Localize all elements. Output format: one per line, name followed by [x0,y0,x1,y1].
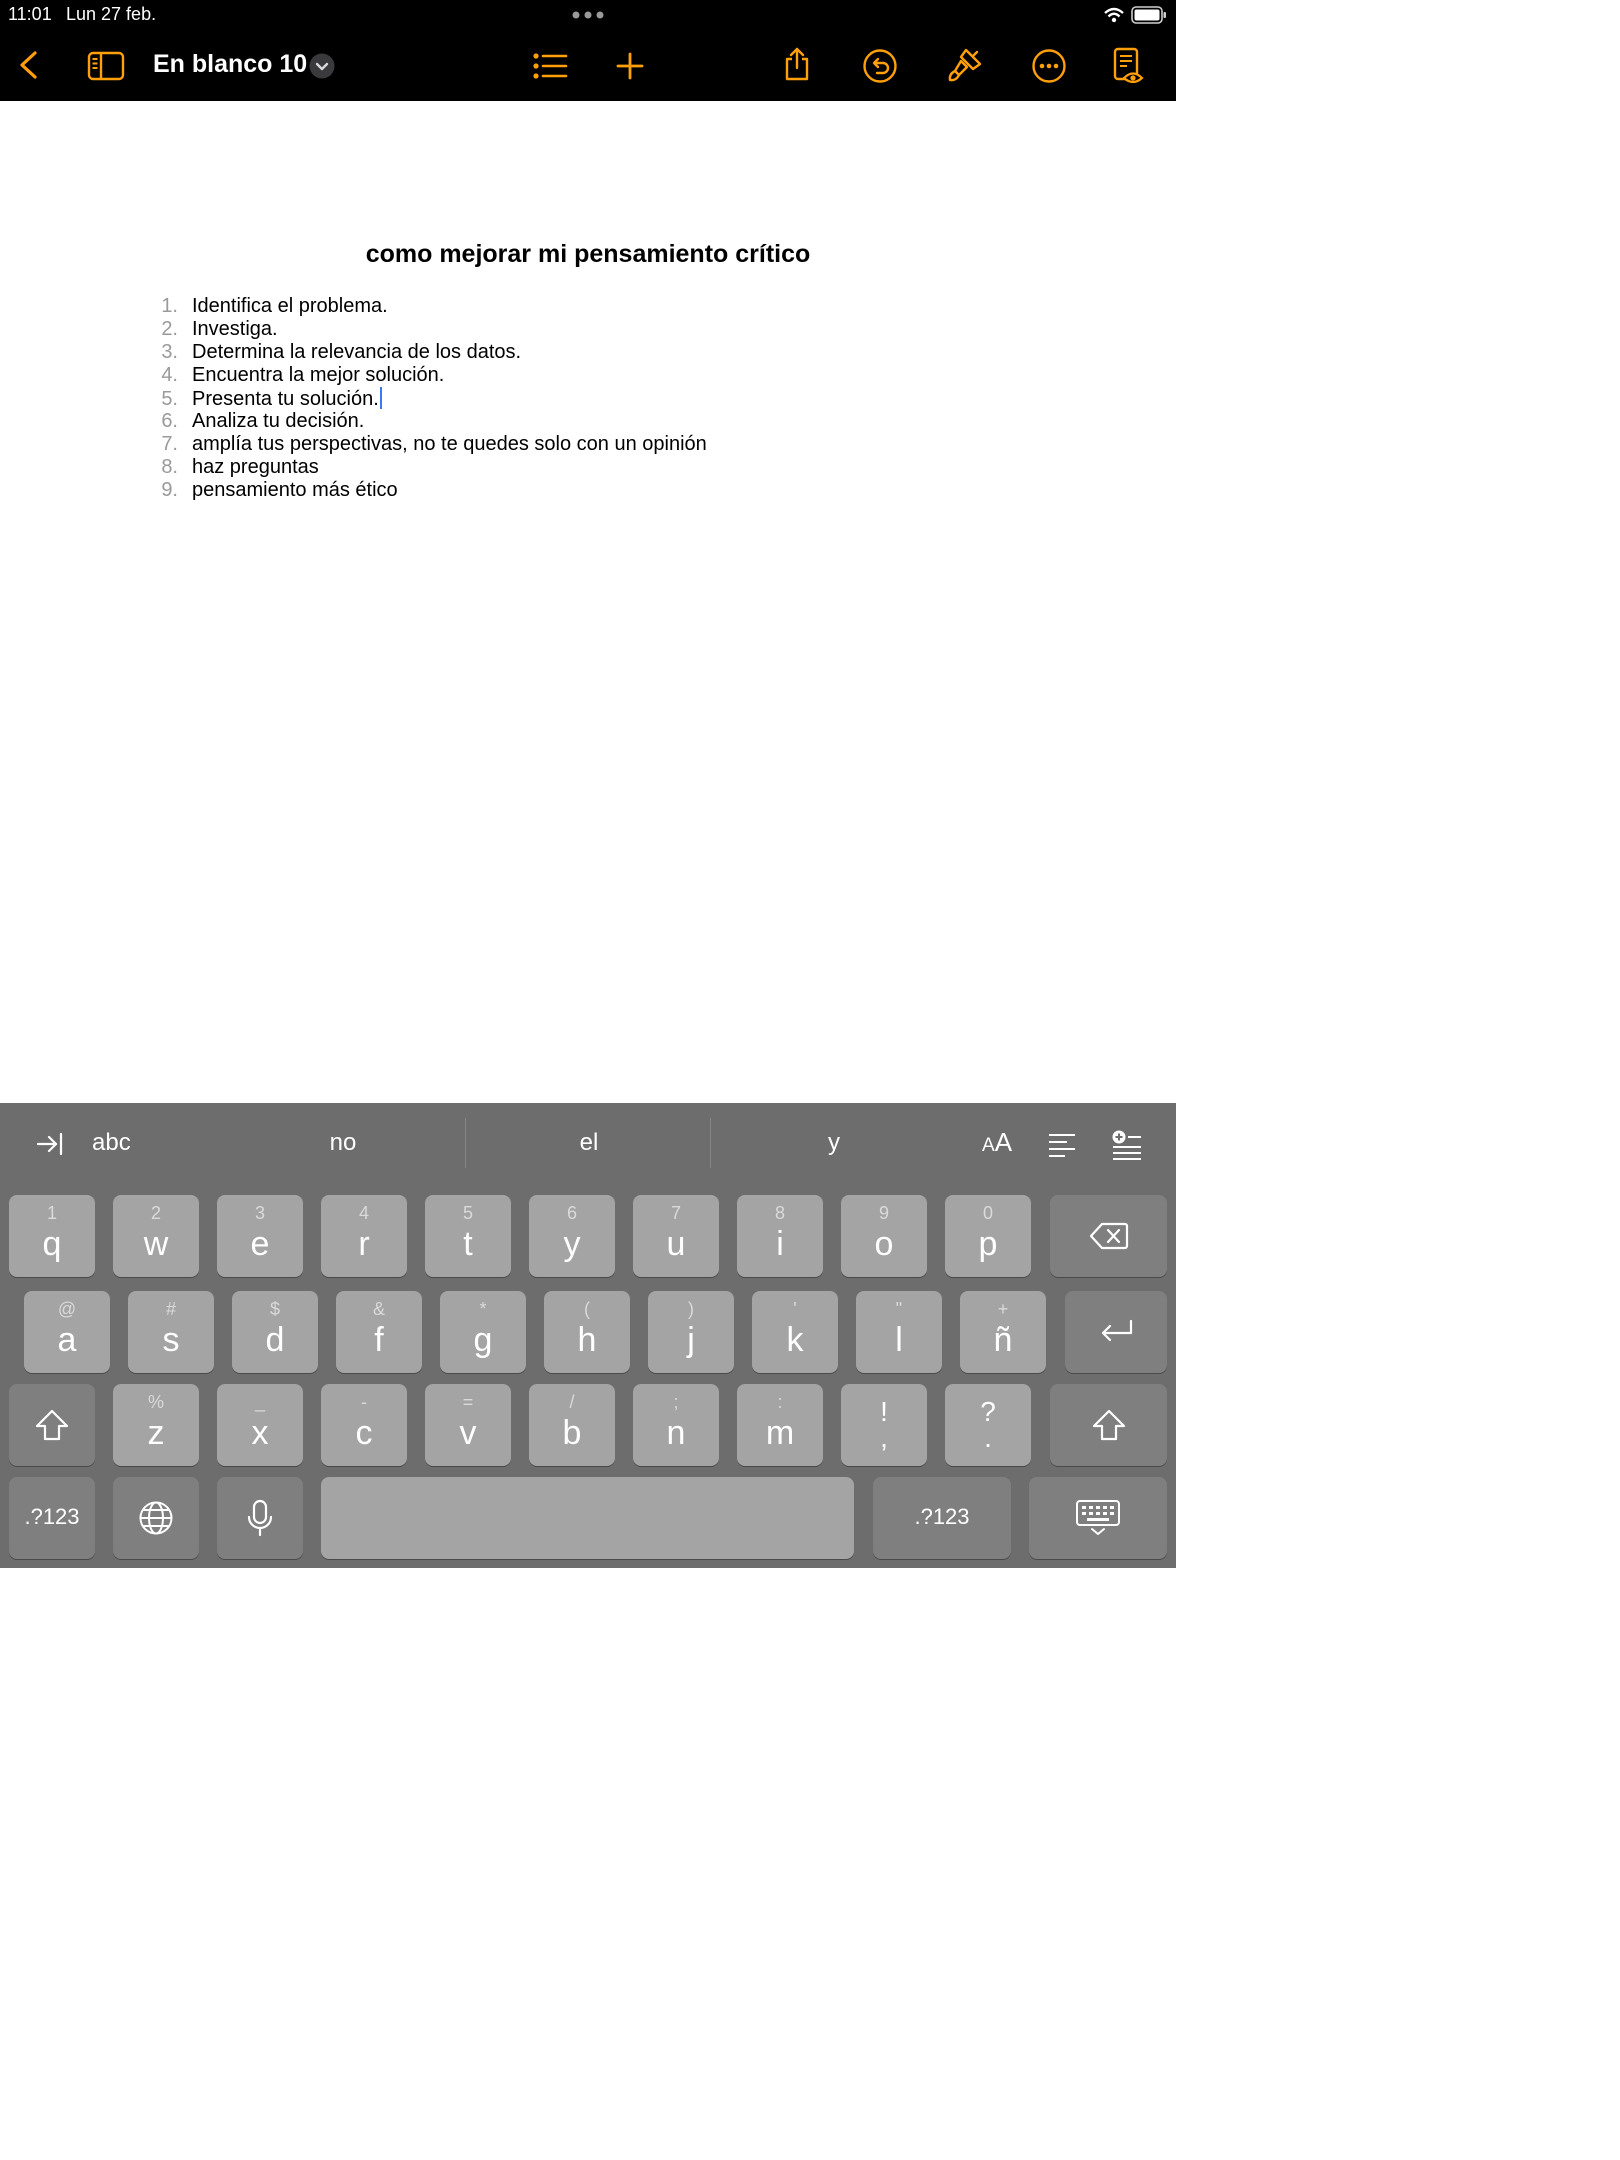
key-alt-char: 0 [982,1203,993,1223]
list-number: 7. [161,433,178,455]
list-item[interactable] [150,456,707,479]
list-item-text[interactable]: Investiga. [192,318,278,340]
keyboard-hide-icon [1075,1499,1121,1537]
key-alt-char: = [462,1392,474,1412]
list-item[interactable] [150,479,707,502]
chevron-down-icon[interactable] [309,53,335,79]
list-number: 4. [161,364,178,386]
list-item[interactable] [150,341,707,364]
key-alt-char: 6 [566,1203,577,1223]
key-char: p [978,1225,998,1263]
list-item-text[interactable]: Determina la relevancia de los datos. [192,341,522,363]
key-alt-char: $ [269,1299,280,1319]
status-time: 11:01 [8,4,52,24]
key-char: r [358,1225,370,1263]
key-x[interactable] [217,1384,303,1466]
list-item-text[interactable]: pensamiento más ético [192,479,398,501]
key-bottom-char: , [880,1422,888,1453]
key-o[interactable] [841,1195,927,1277]
align-left-icon[interactable] [1047,1132,1077,1158]
undo-icon[interactable] [862,48,898,84]
key-alt-char: & [372,1299,385,1319]
key-r[interactable] [321,1195,407,1277]
shift-right-key[interactable] [1050,1384,1167,1466]
wifi-icon [1104,6,1124,24]
on-screen-keyboard [0,1103,1176,1568]
key-char: j [687,1321,695,1359]
key-alt-char: 3 [254,1203,265,1223]
key-i[interactable] [737,1195,823,1277]
key-t[interactable] [425,1195,511,1277]
key-label: .?123 [914,1504,970,1529]
prediction-1[interactable]: no [329,1129,357,1156]
numbered-list[interactable] [150,295,707,502]
key-alt-char: _ [254,1392,265,1412]
key-a[interactable] [24,1291,110,1373]
shortcut-bar [0,1103,1176,1183]
key-char: f [374,1321,384,1359]
key-m[interactable] [737,1384,823,1466]
key-g[interactable] [440,1291,526,1373]
key-alt-char: 2 [150,1203,161,1223]
globe-icon [138,1500,174,1536]
key-alt-char: 5 [462,1203,473,1223]
prediction-separator [710,1118,711,1168]
top-bar [0,0,1176,101]
text-size-large-a: A [994,1127,1013,1157]
battery-icon [1131,6,1167,24]
key-alt-char: * [479,1299,487,1319]
key-bottom-char: . [984,1422,992,1453]
list-item[interactable] [150,433,707,456]
key-char: v [459,1414,477,1452]
list-item-text[interactable]: Identifica el problema. [192,295,388,317]
tab-icon[interactable] [36,1131,64,1157]
key-alt-char: @ [57,1299,77,1319]
list-item[interactable] [150,387,707,410]
key-p[interactable] [945,1195,1031,1277]
document-canvas[interactable] [0,101,1176,1103]
key-char: a [57,1321,77,1359]
return-icon [1097,1318,1135,1346]
more-icon[interactable] [1031,48,1067,84]
return-key[interactable] [1065,1291,1167,1373]
document-title[interactable]: En blanco 10 [153,50,308,78]
space-bar[interactable] [321,1477,854,1559]
key-char: l [895,1321,903,1359]
key-char: b [562,1414,582,1452]
multitasking-dots-icon[interactable] [571,10,605,20]
key-char: g [473,1321,493,1359]
key-top-char: ! [880,1396,888,1427]
key-char: k [786,1321,804,1359]
list-item-text[interactable]: Encuentra la mejor solución. [192,364,445,386]
key-char: x [251,1414,269,1452]
list-icon[interactable] [532,52,568,80]
list-item[interactable] [150,318,707,341]
reader-view-icon[interactable] [1112,46,1148,86]
list-number: 3. [161,341,178,363]
key-alt-char: - [361,1392,367,1412]
key-char: d [265,1321,285,1359]
abc-button[interactable]: abc [92,1129,131,1156]
key-char: e [250,1225,270,1263]
key-j[interactable] [648,1291,734,1373]
key-alt-char: / [569,1392,575,1412]
status-date: Lun 27 feb. [66,4,157,24]
key-k[interactable] [752,1291,838,1373]
sidebar-icon[interactable] [87,51,125,81]
key-char: z [147,1414,165,1452]
key-exclamation-comma[interactable] [841,1384,927,1466]
insert-icon[interactable] [1111,1129,1143,1161]
key-char: c [355,1414,373,1452]
key-alt-char: % [147,1392,164,1412]
paintbrush-icon[interactable] [946,46,984,84]
prediction-3[interactable]: y [828,1129,840,1156]
key-n[interactable] [633,1384,719,1466]
key-label: .?123 [24,1504,80,1529]
key-v[interactable] [425,1384,511,1466]
key-l[interactable] [856,1291,942,1373]
key-alt-char: ) [688,1299,694,1319]
key-f[interactable] [336,1291,422,1373]
key-alt-char: 9 [878,1203,889,1223]
prediction-separator [465,1118,466,1168]
numbers-key-right[interactable] [873,1477,1011,1559]
key-n-tilde[interactable] [960,1291,1046,1373]
key-alt-char: " [895,1299,903,1319]
key-char: n [666,1414,686,1452]
shift-icon [1091,1408,1127,1442]
list-number: 1. [161,295,178,317]
plus-icon[interactable] [615,51,645,81]
key-alt-char: + [997,1299,1009,1319]
back-chevron-icon[interactable] [16,50,40,80]
key-alt-char: ; [673,1392,679,1412]
key-char: q [42,1225,62,1263]
list-item-text[interactable]: haz preguntas [192,456,319,478]
key-w[interactable] [113,1195,199,1277]
microphone-icon [246,1499,274,1537]
prediction-2[interactable]: el [579,1129,599,1156]
dictation-key[interactable] [217,1477,303,1559]
key-z[interactable] [113,1384,199,1466]
key-alt-char: 1 [46,1203,57,1223]
key-char: o [874,1225,894,1263]
key-char: i [776,1225,784,1263]
key-char: m [765,1414,795,1452]
key-char: w [143,1225,169,1263]
text-size-small-a: A [982,1135,995,1156]
key-alt-char: ( [584,1299,590,1319]
key-char: ñ [993,1321,1013,1359]
key-char: t [463,1225,473,1263]
key-char: h [577,1321,597,1359]
text-size-button[interactable] [982,1127,1012,1158]
list-item-text[interactable]: Presenta tu solución. [192,388,379,410]
key-h[interactable] [544,1291,630,1373]
dismiss-keyboard-key[interactable] [1029,1477,1167,1559]
shift-icon [34,1408,70,1442]
list-item[interactable] [150,295,707,318]
list-number: 6. [161,410,178,432]
key-char: u [666,1225,686,1263]
delete-key[interactable] [1050,1195,1167,1277]
list-item-text[interactable]: Analiza tu decisión. [192,410,365,432]
key-q[interactable] [9,1195,95,1277]
key-question-period[interactable] [945,1384,1031,1466]
key-s[interactable] [128,1291,214,1373]
share-icon[interactable] [782,46,812,82]
delete-backward-icon [1089,1221,1129,1251]
key-top-char: ? [980,1396,996,1427]
globe-key[interactable] [113,1477,199,1559]
key-u[interactable] [633,1195,719,1277]
list-item[interactable] [150,410,707,433]
document-heading[interactable]: como mejorar mi pensamiento crítico [365,240,811,268]
list-number: 9. [161,479,178,501]
key-alt-char: : [777,1392,783,1412]
key-alt-char: 4 [358,1203,369,1223]
text-cursor [380,387,382,409]
key-alt-char: # [165,1299,176,1319]
numbers-key-left[interactable] [9,1477,95,1559]
key-alt-char: 8 [774,1203,785,1223]
shift-left-key[interactable] [9,1384,95,1466]
key-char: s [162,1321,180,1359]
list-item-text[interactable]: amplía tus perspectivas, no te quedes solo con un opinión [192,433,707,455]
key-char: y [563,1225,581,1263]
key-d[interactable] [232,1291,318,1373]
key-b[interactable] [529,1384,615,1466]
list-number: 8. [161,456,178,478]
list-number: 5. [161,388,178,410]
key-alt-char: ' [793,1299,797,1319]
list-number: 2. [161,318,178,340]
key-e[interactable] [217,1195,303,1277]
key-y[interactable] [529,1195,615,1277]
key-c[interactable] [321,1384,407,1466]
list-item[interactable] [150,364,707,387]
key-alt-char: 7 [670,1203,681,1223]
